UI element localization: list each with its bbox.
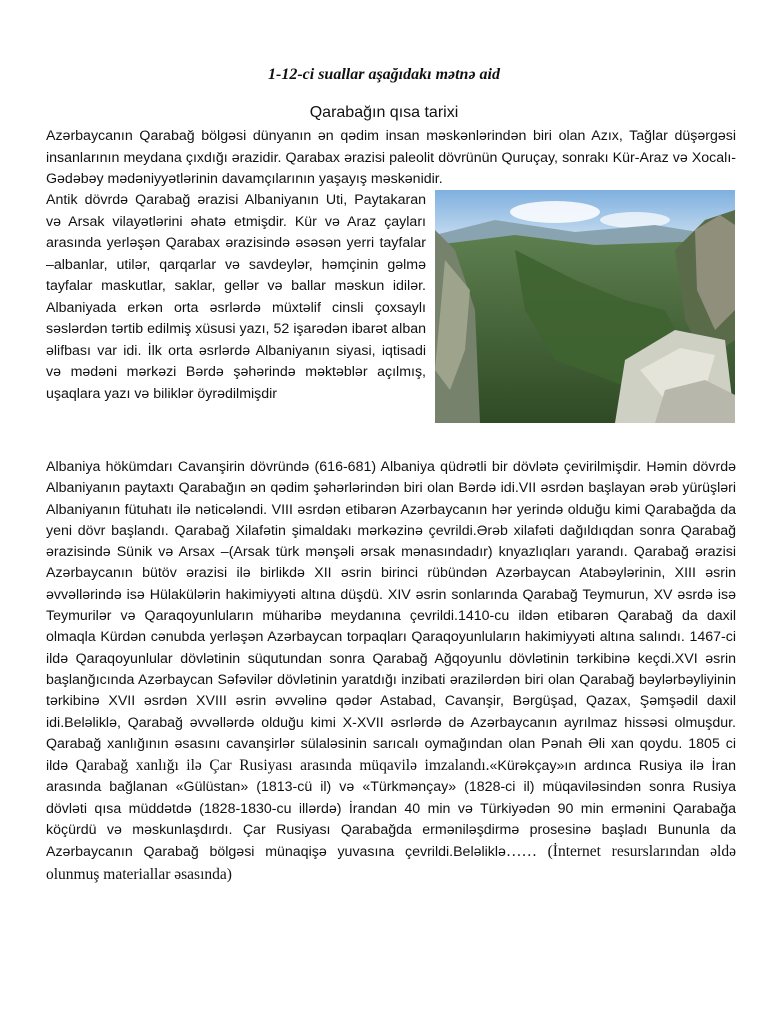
article-title: Qarabağın qısa tarixi (309, 104, 459, 121)
questions-heading: 1-12-ci suallar aşağıdakı mətnə aid (268, 66, 500, 83)
karabakh-landscape-photo (435, 190, 735, 423)
paragraph-history (46, 457, 736, 886)
history-text: Albaniya hökümdarı Cavanşirin dövründə (616-681) Albaniya qüdrətli bir dövlətə çevirilmişdir. Həmin dövrdə Albaniyanın paytaxtı Qarabağın ən qədim şəhərlərindən biri olan Bərdə idi.VII əsrdən başlayan ərəb yürüşləri Albaniyanın fütuhatı ilə nəticələndi. VIII əsrdən etibarən Azərbaycanın hər yerində olduğu kimi Qarabağda da yeni dövr başlandı. Qarabağ Xilafətin şimaldakı mərkəzinə çevrildi.Ərəb xilafəti dağıldıqdan sonra Qarabağ ərazisində Sünik və Arsax –(Arsak türk mənşəli ərsak mənasındadır) knyazlıqları yarandı. Qarabağ ərazisi Azərbaycanın bütöv ərazisi ilə birlikdə XII əsrin birinci rübündən Azərbaycan Atabəylərinin, XIII əsrin əvvəllərində isə Hülakülərin hakimiyyəti altına düşdü. XIV əsrin sonlarında Qarabağ Teymurun, XV əsrdə isə Teymurilər və Qaraqoyunluların müharibə meydanına çevrildi.1410-cu ildən etibarən Qarabağ da daxil olmaqla Kürdən cənubda yerləşən Azərbaycan torpaqları Qaraqoyunluların hakimiyyəti altına salındı. 1467-ci ildə Qaraqoyunlular dövlətinin süqutundan sonra Qarabağ Ağqoyunlu dövlətinin tərkibinə keçdi.XVI əsrin başlanğıcında Azərbaycan Səfəvilər dövlətinin yaratdığı inzibati ərazilərdən biri olan Qarabağ bəylərbəyliyinin tərkibinə XVII əsrdən XVIII əsrin əvvəlinə qədər Astabad, Cavanşir, Bərgüşad, Qazax, Şəmşədil daxil idi.Beləliklə, Qarabağ əvvəllərdə olduğu kimi X-XVII əsrlərdə də Azərbaycanın ayrılmaz hissəsi olmuşdur. Qarabağ xanlığının əsasını cavanşirlər sülaləsinin sarıcalı oymağından olan Pənah Əli xan qoydu. 1805 ci ildə (46, 459, 736, 775)
paragraph-intro: Azərbaycanın Qarabağ bölgəsi dünyanın ən qədim insan məskənlərindən biri olan Azıx, Tağlar düşərgəsi insanlarının meydana çıxdığı ərazidir. Qarabax ərazisi paleolit dövrünün Quruçay, sonrakı Kür-Araz və Xocalı-Gədəbəy mədəniyyətlərinin davamçılarının yaşayış məskənidir. (46, 128, 736, 187)
paragraph-antiquity: Antik dövrdə Qarabağ ərazisi Albaniyanın Uti, Paytakaran və Arsak vilayətlərini əhatə etmişdir. Kür və Araz çayları arasında yerləşən Qarabax ərazisində əsəsən yerri tayfalar –albanlar, utilər, qarqarlar və savdeylər, həmçinin gəlmə tayfalar maskutlar, saklar, gellər və ballar məskun idilər. Albaniyada erkən orta əsrlərdə müxtəlif cinsli çoxsaylı səslərdən tərtib edilmiş xüsusi yazı, 52 işarədən ibarət alban əlifbası var idi. İlk orta əsrlərdə Albaniyanın siyasi, iqtisadi və mədəni mərkəzi Bərdə şəhərində məktəblər açılmış, uşaqlara yazı və biliklər öyrədilmişdir (46, 192, 426, 402)
history-text-continued: «Kürəkçay»ın ardınca Rusiya ilə İran arasında bağlanan «Gülüstan» (1813-cü il) və «Türkmənçay» (1828-ci il) müqaviləsindən sonra Rusiya dövləti qısa müddətdə (1828-1830-cu illərdə) İrandan 40 min və Türkiyədən 90 min ermənini Qarabağa köçürdü və məskunlaşdırdı. Çar Rusiyası Qarabağda erməniləşdirmə prosesinə başladı Bununla da Azərbaycanın Qarabağ bölgəsi münaqişə yuvasına çevrildi.Beləliklə (46, 758, 736, 861)
treaty-sentence: Qarabağ xanlığı ilə Çar Rusiyası arasında müqavilə imzalandı. (75, 757, 490, 775)
source-note: …… (İnternet resurslarından əldə olunmuş materiallar əsasında) (46, 843, 736, 883)
